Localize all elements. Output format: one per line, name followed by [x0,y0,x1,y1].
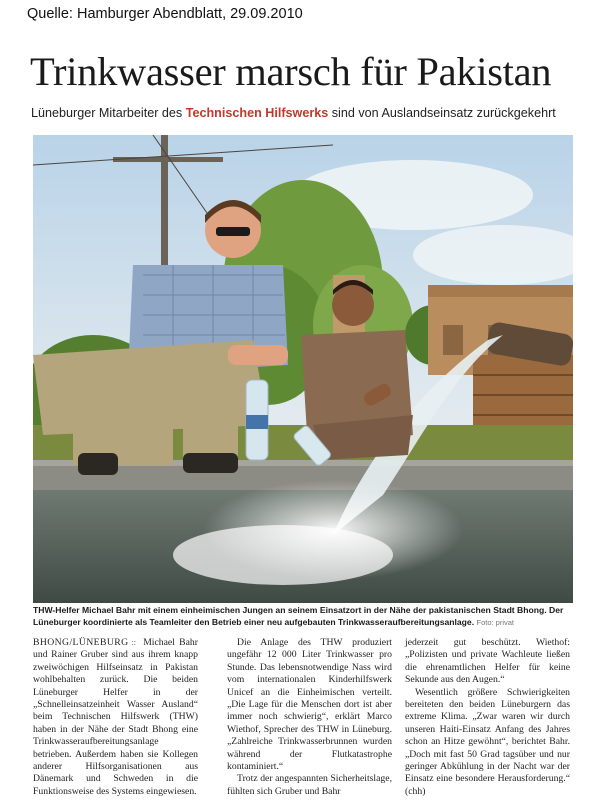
article-column-2 [227,637,392,798]
dateline-marker-icon: :: [131,638,136,647]
subheadline-highlight: Technischen Hilfswerks [185,106,329,120]
subheadline-lead: Lüneburger Mitarbeiter des [31,106,186,120]
article-column-3 [405,637,570,798]
photo-illustration [33,135,573,603]
source-line: Quelle: Hamburger Abendblatt, 29.09.2010 [27,6,303,22]
headline: Trinkwasser marsch für Pakistan [30,49,552,94]
dateline: BHONG/LÜNEBURG [33,637,129,648]
subheadline [31,106,591,120]
article-column-1 [33,637,198,798]
column-3-paragraph-2: Wesentlich größere Schwierigkeiten bereiteten den beiden Lüneburgern das extreme Klima. „Zwar waren wir durch unseren Haiti-Einsatz Anfang des Jahres schon an Hitze gewöhnt“, berichtet Bahr. „Doch mit fast 50 Grad tagsüber und nur geringer Abkühlung in der Nacht war der Einsatz eine besondere Herausforderung.“ (chh) [405,686,570,797]
caption-text: THW-Helfer Michael Bahr mit einem einheimischen Jungen an seinem Einsatzort in der Nähe der pakistanischen Stadt Bhong. Der Lüneburger koordinierte als Teamleiter den Betrieb einer neu aufgebauten Trinkwasseraufbereitungsanlage. [33,605,564,627]
column-3-paragraph-1: jederzeit gut beschützt. Wiethof: „Polizisten und private Wachleute ließen die ehrenamtlichen Helfer für keine Sekunde aus den Augen.“ [405,637,570,686]
column-2-paragraph-1: Die Anlage des THW produziert ungefähr 12 000 Liter Trinkwasser pro Stunde. Das lebensnotwendige Nass wird vom internationalen Kinderhilfswerk Unicef an die Einheimischen verteilt. „Die Lage für die Menschen dort ist aber immer noch schwierig“, erklärt Marco Wiethof, Sprecher des THW in Lüneburg. „Zahlreiche Trinkwasserbrunnen wurden während der Flutkatastrophe kontaminiert.“ [227,637,392,773]
photo-caption [33,605,578,628]
column-1-paragraph-1: Michael Bahr und Rainer Gruber sind aus ihrem knapp zweiwöchigen Hilfseinsatz in Pakistan wohlbehalten zurück. Die beiden Lüneburger Helfer in der „Schnelleinsatzeinheit Wasser Ausland“ beim Technischen Hilfswerk (THW) haben in der Nähe der Stadt Bhong eine Trinkwasseraufbereitungsanlage betrieben. Außerdem haben sie Kollegen anderer Hilfsorganisationen aus Dänemark und Schweden in die Funktionsweise des Systems eingewiesen. [33,637,199,797]
column-2-paragraph-2: Trotz der angespannten Sicherheitslage, fühlten sich Gruber und Bahr [227,773,392,797]
news-photo [33,135,573,603]
subheadline-tail: sind von Auslandseinsatz zurückgekehrt [328,106,556,120]
photo-credit: Foto: privat [476,617,515,627]
